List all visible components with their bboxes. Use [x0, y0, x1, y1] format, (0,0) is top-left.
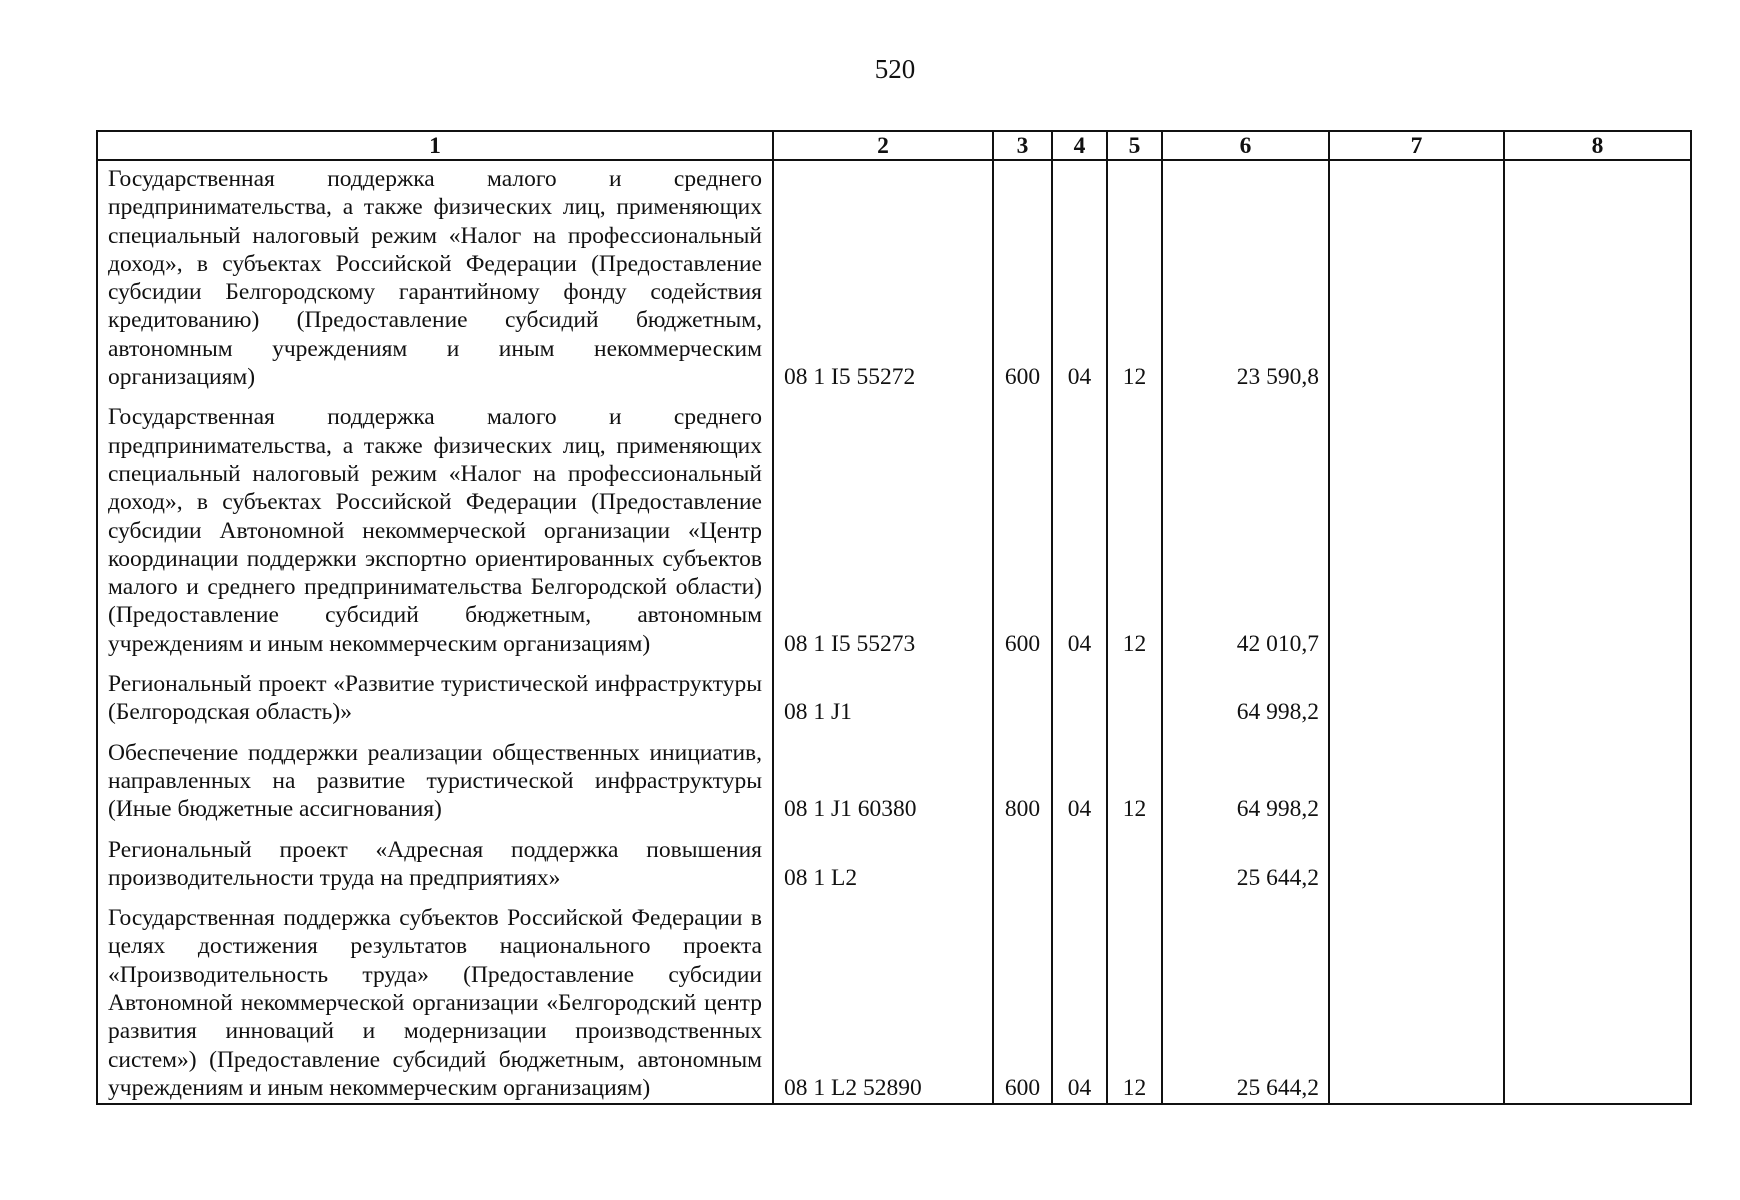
row-col-4: 04	[1052, 900, 1107, 1104]
header-col-2: 2	[773, 131, 993, 160]
row-col-8	[1504, 160, 1691, 399]
row-target-code: 08 1 I5 55273	[773, 399, 993, 666]
row-col-4: 04	[1052, 399, 1107, 666]
row-col-4	[1052, 832, 1107, 901]
row-col-3	[993, 666, 1052, 735]
row-amount: 23 590,8	[1162, 160, 1329, 399]
row-target-code: 08 1 J1 60380	[773, 735, 993, 832]
row-col-3: 600	[993, 160, 1052, 399]
row-name: Региональный проект «Адресная поддержка повышения производительности труда на предприятиях»	[97, 832, 773, 901]
row-col-7	[1329, 900, 1504, 1104]
row-col-8	[1504, 666, 1691, 735]
row-amount: 64 998,2	[1162, 735, 1329, 832]
header-col-3: 3	[993, 131, 1052, 160]
row-col-3: 600	[993, 900, 1052, 1104]
header-col-4: 4	[1052, 131, 1107, 160]
row-col-4: 04	[1052, 735, 1107, 832]
row-col-3	[993, 832, 1052, 901]
header-col-5: 5	[1107, 131, 1162, 160]
row-amount: 25 644,2	[1162, 900, 1329, 1104]
row-name: Государственная поддержка малого и среднего предпринимательства, а также физических лиц, применяющих специальный налоговый режим «Налог на профессиональный доход», в субъектах Российской Федерации (Предоставление субсидии Белгородскому гарантийному фонду содействия кредитованию) (Предоставление субсидий бюджетным, автономным учреждениям и иным некоммерческим организациям)	[97, 160, 773, 399]
row-target-code: 08 1 J1	[773, 666, 993, 735]
header-col-6: 6	[1162, 131, 1329, 160]
header-col-7: 7	[1329, 131, 1504, 160]
row-col-8	[1504, 900, 1691, 1104]
table-row	[97, 900, 1691, 1104]
row-col-7	[1329, 399, 1504, 666]
row-name: Государственная поддержка субъектов Российской Федерации в целях достижения результатов национального проекта «Производительность труда» (Предоставление субсидии Автономной некоммерческой организации «Белгородский центр развития инноваций и модернизации производственных систем») (Предоставление субсидий бюджетным, автономным учреждениям и иным некоммерческим организациям)	[97, 900, 773, 1104]
row-col-5	[1107, 666, 1162, 735]
row-col-7	[1329, 160, 1504, 399]
row-target-code: 08 1 I5 55272	[773, 160, 993, 399]
row-target-code: 08 1 L2	[773, 832, 993, 901]
row-name: Обеспечение поддержки реализации общественных инициатив, направленных на развитие туристической инфраструктуры (Иные бюджетные ассигнования)	[97, 735, 773, 832]
row-name: Государственная поддержка малого и среднего предпринимательства, а также физических лиц, применяющих специальный налоговый режим «Налог на профессиональный доход», в субъектах Российской Федерации (Предоставление субсидии Автономной некоммерческой организации «Центр координации поддержки экспортно ориентированных субъектов малого и среднего предпринимательства Белгородской области) (Предоставление субсидий бюджетным, автономным учреждениям и иным некоммерческим организациям)	[97, 399, 773, 666]
row-col-4	[1052, 666, 1107, 735]
row-col-7	[1329, 735, 1504, 832]
header-row	[97, 131, 1691, 160]
row-amount: 25 644,2	[1162, 832, 1329, 901]
header-col-1: 1	[97, 131, 773, 160]
row-amount: 42 010,7	[1162, 399, 1329, 666]
table-row	[97, 735, 1691, 832]
row-col-5: 12	[1107, 735, 1162, 832]
page-number: 520	[874, 54, 916, 84]
row-col-8	[1504, 399, 1691, 666]
header-col-8: 8	[1504, 131, 1691, 160]
row-amount: 64 998,2	[1162, 666, 1329, 735]
row-col-5	[1107, 832, 1162, 901]
table-row	[97, 666, 1691, 735]
table-row	[97, 399, 1691, 666]
row-target-code: 08 1 L2 52890	[773, 900, 993, 1104]
table-row	[97, 160, 1691, 399]
row-col-7	[1329, 666, 1504, 735]
row-col-4: 04	[1052, 160, 1107, 399]
row-col-5: 12	[1107, 900, 1162, 1104]
row-col-7	[1329, 832, 1504, 901]
row-col-3: 600	[993, 399, 1052, 666]
row-col-5: 12	[1107, 160, 1162, 399]
row-name: Региональный проект «Развитие туристической инфраструктуры (Белгородская область)»	[97, 666, 773, 735]
budget-table	[96, 130, 1692, 1105]
table-row	[97, 832, 1691, 901]
row-col-8	[1504, 735, 1691, 832]
row-col-8	[1504, 832, 1691, 901]
row-col-3: 800	[993, 735, 1052, 832]
row-col-5: 12	[1107, 399, 1162, 666]
